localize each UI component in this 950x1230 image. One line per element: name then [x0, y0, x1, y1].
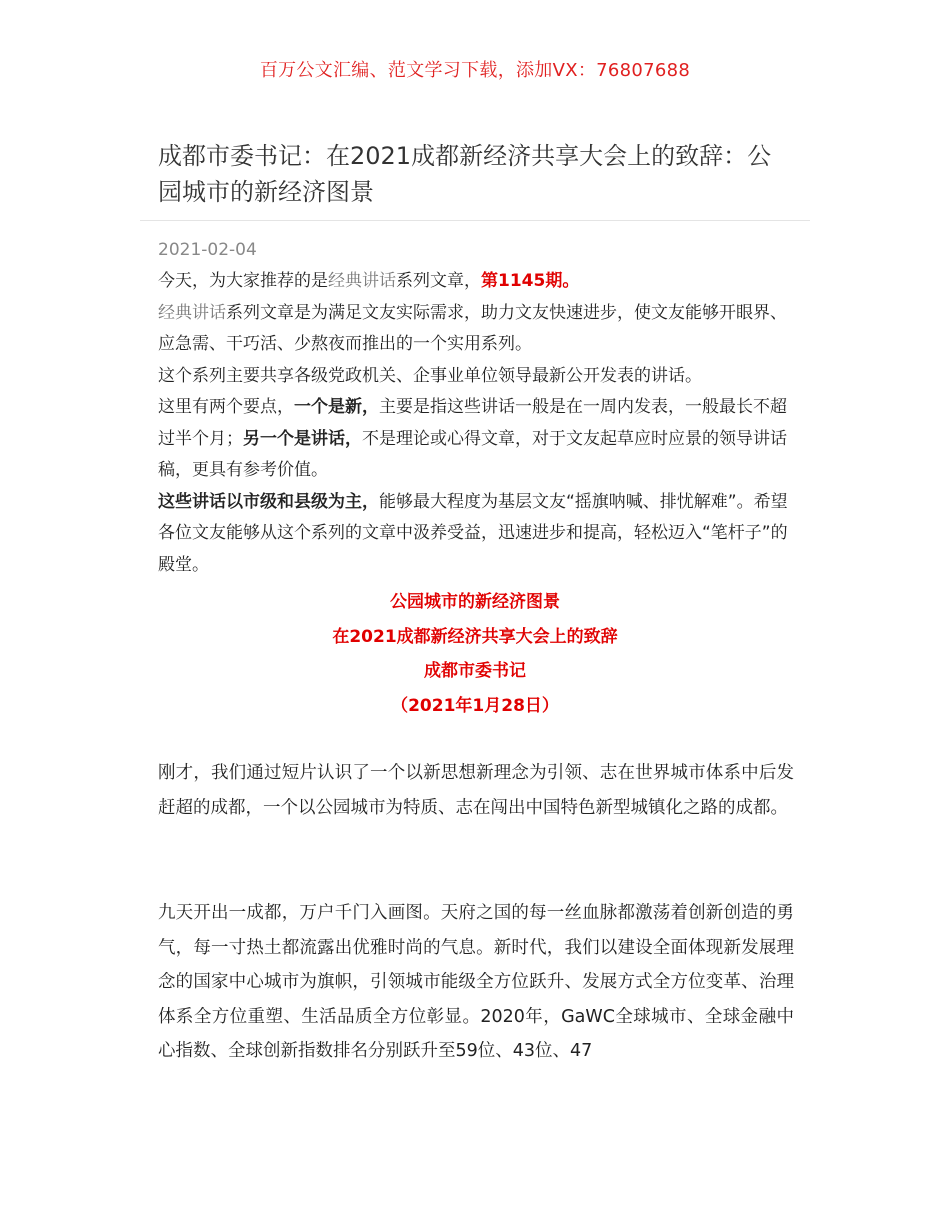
- issue-number: 第1145期。: [481, 271, 580, 291]
- intro-line-5: 这些讲话以市级和县级为主，能够最大程度为基层文友“摇旗呐喊、排忧解难”。希望各位文友能够从这个系列的文章中汲养受益，迅速进步和提高，轻松迈入“笔杆子”的殿堂。: [158, 491, 788, 575]
- speech-headings: [0, 585, 950, 723]
- speaker: 成都市委书记: [424, 661, 526, 681]
- intro-line-1: 今天，为大家推荐的是经典讲话系列文章，第1145期。: [158, 271, 580, 291]
- series-name: 经典讲话: [158, 302, 226, 323]
- speech-date: （2021年1月28日）: [391, 695, 559, 716]
- title-divider: [140, 220, 810, 221]
- series-name: 经典讲话: [328, 271, 396, 291]
- series-intro: [158, 266, 794, 581]
- publish-date: 2021-02-04: [158, 240, 257, 260]
- body-paragraph-1: 刚才，我们通过短片认识了一个以新思想新理念为引领、志在世界城市体系中后发赶超的成都，一个以公园城市为特质、志在闯出中国特色新型城镇化之路的成都。: [158, 763, 794, 818]
- article-title: 成都市委书记：在2021成都新经济共享大会上的致辞：公园城市的新经济图景: [158, 142, 772, 206]
- promo-banner: 百万公文汇编、范文学习下载，添加VX：76807688: [259, 60, 691, 81]
- body-paragraph-2: 九天开出一成都，万户千门入画图。天府之国的每一丝血脉都激荡着创新创造的勇气，每一寸热土都流露出优雅时尚的气息。新时代，我们以建设全面体现新发展理念的国家中心城市为旗帜，引领城市能级全方位跃升、发展方式全方位变革、治理体系全方位重塑、生活品质全方位彰显。2020年，GaWC全球城市、全球金融中心指数、全球创新指数排名分别跃升至59位、43位、47: [158, 903, 794, 1061]
- speech-title: 公园城市的新经济图景: [390, 592, 560, 612]
- intro-line-4: 这里有两个要点，一个是新，主要是指这些讲话一般是在一周内发表，一般最长不超过半个月；另一个是讲话，不是理论或心得文章，对于文友起草应时应景的领导讲话稿，更具有参考价值。: [158, 397, 787, 480]
- speech-occasion: 在2021成都新经济共享大会上的致辞: [332, 626, 618, 647]
- intro-line-3: 这个系列主要共享各级党政机关、企事业单位领导最新公开发表的讲话。: [158, 365, 702, 386]
- intro-line-2: 经典讲话系列文章是为满足文友实际需求，助力文友快速进步，使文友能够开眼界、应急需、干巧活、少熬夜而推出的一个实用系列。: [158, 302, 787, 354]
